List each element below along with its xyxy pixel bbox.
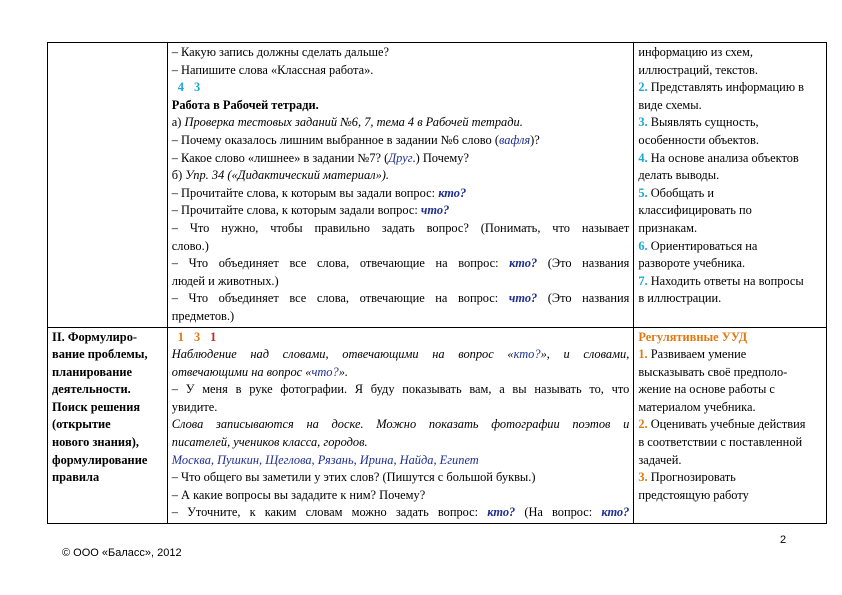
list-item: 2. Представлять информацию в — [638, 80, 805, 95]
slide-numbers: 1 3 1 — [177, 329, 217, 344]
list-item: 1. Развиваем умение — [638, 347, 747, 362]
page-number: 2 — [780, 534, 787, 546]
text-line: писателей, учеников класса, городов. — [171, 435, 368, 450]
text-line: – Что объединяет все слова, отвечающие на вопрос: кто? (Это названия — [171, 256, 630, 271]
text-line: – Что нужно, чтобы правильно задать вопрос? (Понимать, что называет — [171, 220, 630, 235]
text-line: высказывать своё предполо- — [638, 364, 788, 379]
text-line: делать выводы. — [638, 168, 720, 183]
text-line: виде схемы. — [638, 97, 702, 112]
list-item: 5. Обобщать и — [638, 185, 714, 200]
text-line: а) Проверка тестовых заданий №6, 7, тема 4 в Рабочей тетради. — [171, 115, 523, 130]
list-item: 7. Находить ответы на вопросы — [638, 273, 804, 288]
text-line: предстоящую работу — [638, 487, 749, 502]
uud-cell — [634, 327, 827, 524]
list-item: 3. Выявлять сущность, — [638, 115, 759, 130]
list-item: 4. На основе анализа объектов — [638, 150, 799, 165]
stage-line: планирование — [52, 364, 133, 379]
text-line: в иллюстрации. — [638, 291, 722, 306]
text-line: материалом учебника. — [638, 399, 756, 414]
text-line: – У меня в руке фотографии. Я буду показывать вам, а вы называть то, что — [171, 382, 630, 397]
text-line: жение на основе работы с — [638, 382, 775, 397]
copyright: © ООО «Баласс», 2012 — [62, 547, 182, 559]
list-item: 3. Прогнозировать — [638, 470, 736, 485]
text-line: особенности объектов. — [638, 132, 759, 147]
text-line: – Прочитайте слова, к которым вы задали вопрос: кто? — [171, 185, 467, 200]
text-line: – Что объединяет все слова, отвечающие на вопрос: что? (Это названия — [171, 291, 630, 306]
stage-line: вание проблемы, — [52, 347, 148, 362]
table-row — [48, 327, 827, 524]
stage-line: нового знания), — [52, 435, 139, 450]
text-line: – Прочитайте слова, к которым задали вопрос: что? — [171, 203, 450, 218]
text-line: – Что общего вы заметили у этих слов? (Пишутся с большой буквы.) — [171, 470, 536, 485]
table-row — [48, 43, 827, 328]
text-line: – Почему оказалось лишним выбранное в задании №6 слово (вафля)? — [171, 132, 540, 147]
text-line: людей и животных.) — [171, 273, 279, 288]
list-item: 2. Оценивать учебные действия — [638, 417, 806, 432]
uud-cell — [634, 43, 827, 328]
text-line: слово.) — [171, 238, 209, 253]
text-line: Наблюдение над словами, отвечающими на вопрос «кто?», и словами, — [171, 347, 630, 362]
stage-line: правила — [52, 470, 100, 485]
text-line: развороте учебника. — [638, 256, 746, 271]
stage-cell-empty — [48, 43, 168, 328]
text-line: – Какое слово «лишнее» в задании №7? (Друг.) Почему? — [171, 150, 469, 165]
word-list: Москва, Пушкин, Щеглова, Рязань, Ирина, Найда, Египет — [171, 452, 479, 467]
text-line: увидите. — [171, 399, 218, 414]
stage-cell — [48, 327, 168, 524]
uud-heading: Регулятивные УУД — [638, 329, 748, 344]
stage-line: формулирование — [52, 452, 148, 467]
text-line: предметов.) — [171, 308, 235, 323]
teacher-activity-cell — [167, 43, 634, 328]
section-heading: Работа в Рабочей тетради. — [171, 97, 319, 112]
text-line: – Напишите слова «Классная работа». — [171, 62, 374, 77]
text-line: информацию из схем, — [638, 45, 753, 59]
teacher-activity-cell — [167, 327, 634, 524]
text-line: классифицировать по — [638, 203, 752, 218]
text-line: задачей. — [638, 452, 682, 467]
text-line: отвечающими на вопрос «что?». — [171, 364, 348, 379]
text-line: б) Упр. 34 («Дидактический материал»). — [171, 168, 389, 183]
stage-line: II. Формулиро- — [52, 329, 138, 344]
stage-line: (открытие — [52, 417, 111, 432]
lesson-table — [47, 42, 827, 524]
text-line: иллюстраций, текстов. — [638, 62, 758, 77]
text-line: признакам. — [638, 220, 698, 235]
text-line: Слова записываются на доске. Можно показать фотографии поэтов и — [171, 417, 630, 432]
stage-line: Поиск решения — [52, 399, 141, 414]
stage-line: деятельности. — [52, 382, 131, 397]
text-line: в соответствии с поставленной — [638, 435, 803, 450]
text-line: – Уточните, к каким словам можно задать вопрос: кто? (На вопрос: кто? — [171, 505, 630, 520]
slide-numbers: 4 3 — [177, 80, 201, 95]
text-line: – А какие вопросы вы зададите к ним? Почему? — [171, 487, 426, 502]
text-line: – Какую запись должны сделать дальше? — [171, 45, 390, 59]
list-item: 6. Ориентироваться на — [638, 238, 758, 253]
